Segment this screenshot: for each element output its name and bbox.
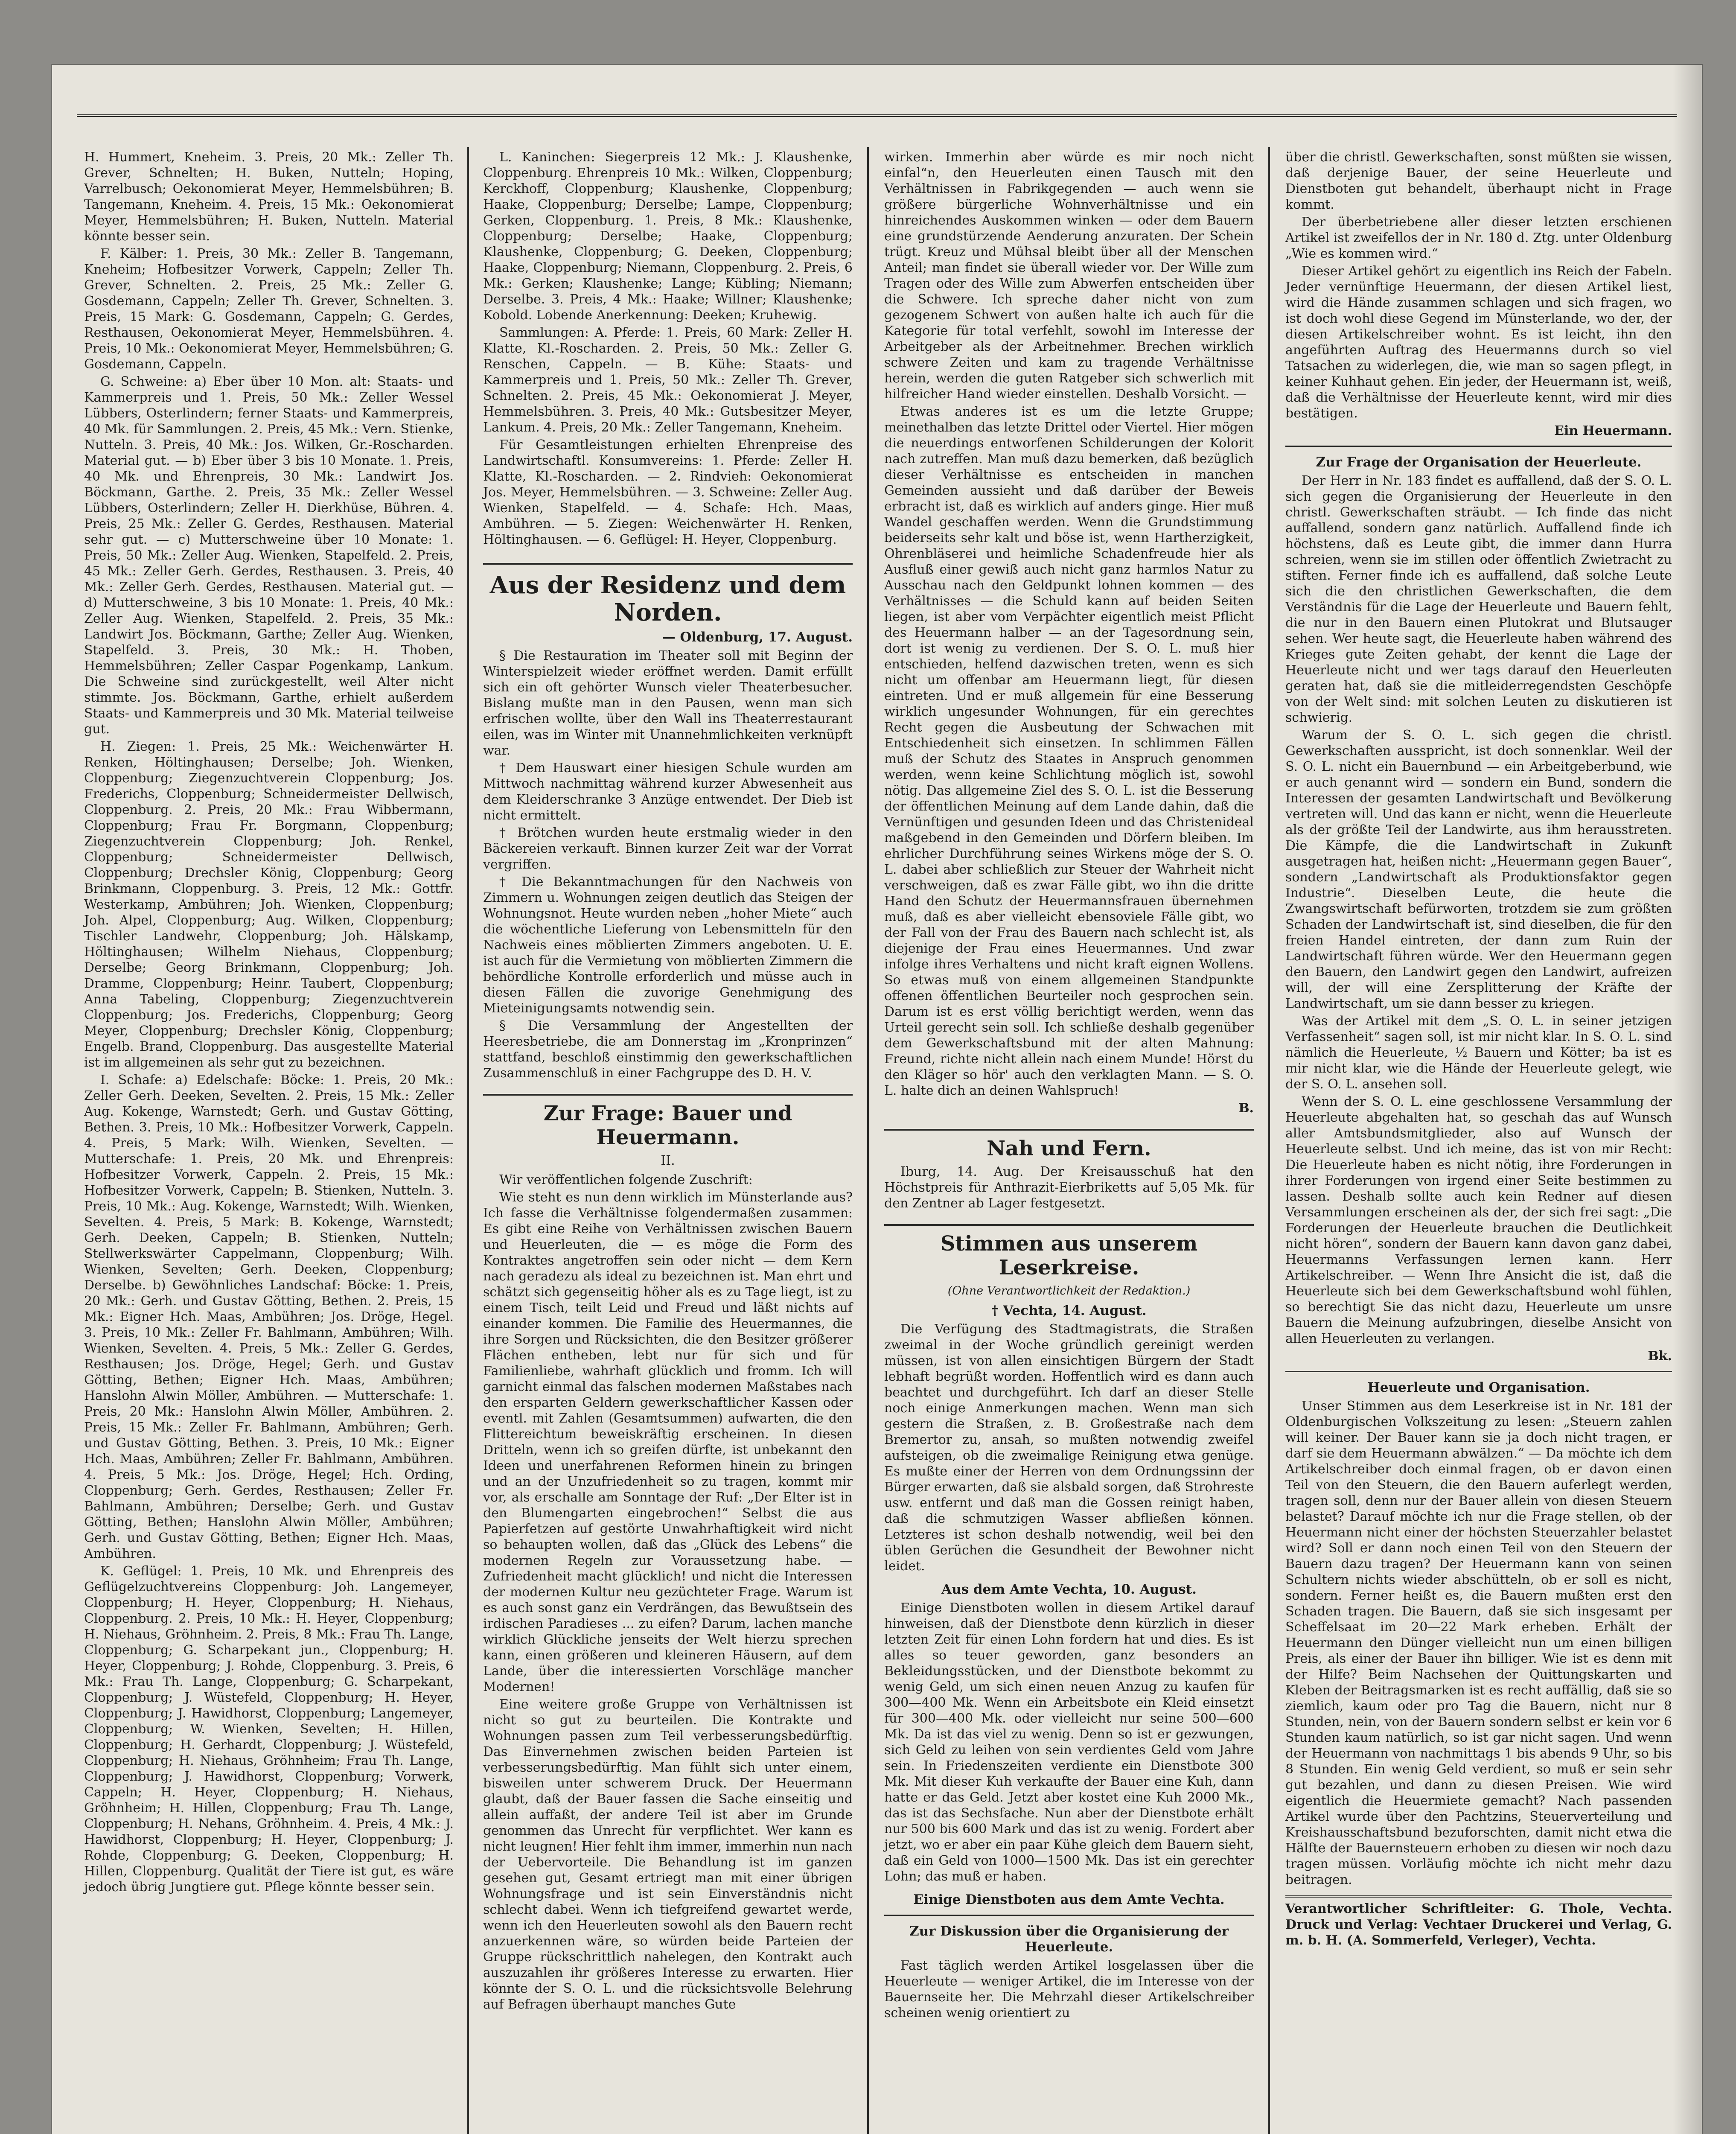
paragraph: G. Schweine: a) Eber über 10 Mon. alt: Staats- und Kammerpreis und 1. Preis, 50 Mk.: Zeller Wessel Lübbers, Osterlindern; ferner Staats- und Kammerpreis, 40 Mk. für Sammlungen. 2. Preis, 45 Mk.: Vern. Stienke, Nutteln. 3. Preis, 40 Mk.: Jos. Wilken, Gr.-Roscharden. Material gut. — b) Eber über 3 bis 10 Monate. 1. Preis, 40 Mk. und Ehrenpreis, 30 Mk.: Landwirt Jos. Böckmann, Garthe. 2. Preis, 35 Mk.: Zeller Wessel Lübbers, Osterlindern; Zeller H. Dierkhüse, Bühren. 4. Preis, 25 Mk.: Zeller G. Gerdes, Resthausen. Material sehr gut. — c) Mutterschweine über 10 Monate: 1. Preis, 50 Mk.: Zeller Aug. Wienken, Stapelfeld. 2. Preis, 45 Mk.: Zeller Gerh. Gerdes, Resthausen. 3. Preis, 40 Mk.: Zeller Gerh. Gerdes, Resthausen. Material gut. — d) Mutterschweine, 3 bis 10 Monate: 1. Preis, 40 Mk.: Zeller Aug. Wienken, Stapelfeld. 2. Preis, 35 Mk.: Landwirt Jos. Böckmann, Garthe; Zeller Aug. Wienken, Stapelfeld. 3. Preis, 30 Mk.: H. Thoben, Hemmelsbühren; Zeller Caspar Pogenkamp, Lankum. Die Schweine sind zurückgestellt, weil Alter nicht stimmte. Jos. Böckmann, Garthe, erhielt außerdem Staats- und Kammerpreis und 30 Mk. Material teilweise gut. [84,374,454,737]
column-1 [75,149,463,2134]
dateline: † Vechta, 14. August. [991,1303,1147,1318]
paragraph: † Die Bekanntmachungen für den Nachweis von Zimmern u. Wohnungen zeigen deutlich das Steigen der Wohnungsnot. Heute wurden neben „hoher Miete“ auch die wöchentliche Lieferung von Lebensmitteln für den Nachweis eines möblierten Zimmers angeboten. U. E. ist auch für die Vermietung von möblierten Zimmern die behördliche Kontrolle erforderlich und müsse auch in diesen Fällen die zuvorige Genehmigung des Mieteinigungsamts notwendig sein. [483,875,853,1016]
paragraph: Etwas anderes ist es um die letzte Gruppe; meinethalben das letzte Drittel oder Viertel. Hier mögen die neuerdings entworfenen Schilderungen der Kolorit nach zutreffen. Man muß dazu bemerken, daß bezüglich dieser Verhältnisse es entscheiden in manchen Gemeinden aussieht und daß darüber der Beweis erbracht ist, daß es wirklich auf anders ginge. Hier muß Wandel geschaffen werden. Wenn die Grundstimmung beiderseits sehr kalt und böse ist, wenn Hartherzigkeit, Ohrenbläserei und heimliche Schadenfreude hier als Ausfluß einer gewiß auch nicht ganz harmlos Natur zu Ausschau nach den Geldpunkt lohnen kommen — des Verhältnisses — die Schuld kann auf beiden Seiten liegen, ist aber vom Verpächter eigentlich meist Pflicht des Heuermann halber — an der Tagesordnung sein, dort ist wenig zu verdienen. Der S. O. L. muß hier entschieden, helfend dazwischen treten, wenn es sich nicht um offenbar am Heuermann liegt, für diesen eintreten. Und er muß allgemein für eine Besserung wirklich ungesunder Wohnungen, für ein gerechtes Recht gegen die Ausbeutung der Schwachen mit Entschiedenheit sich einsetzen. In schlimmen Fällen muß der Schutz des Staates in Anspruch genommen werden, wenn keine Schlichtung möglich ist, sowohl nötig. Das allgemeine Ziel des S. O. L. ist die Besserung der öffentlichen Meinung auf dem Lande dahin, daß die Vernünftigen und gesunden Ideen und das Christenideal maßgebend in den Gemeinden und Dörfern bleiben. Im ehrlicher Durchführung seines Wirkens möge der S. O. L. dabei aber schließlich zur Steuer der Wahrheit nicht verschweigen, daß es zwar Fälle gibt, wo ihn die dritte Hand den Schutz der Heuermannsfrauen übernehmen muß, daß es aber vielleicht ebensoviele Fälle gibt, wo der Fall von der Frau des Bauern nach schlecht ist, als diejenige der Frau eines Heuermannes. Und zwar infolge ihres Verhaltens und nicht kraft eignen Wollens. So etwas muß von einem allgemeinen Standpunkte offenen öffentlichen Beurteiler noch gesprochen sein. Darum ist es erst völlig berichtigt werden, wenn das Urteil gerecht sein soll. Ich schließe deshalb gegenüber dem Gewerkschaftsbund mit der alten Mahnung: Freund, richte nicht allein nach einem Munde! Hörst du den Kläger so hör' auch den verklagten Mann. — S. O. L. halte dich an deinen Wahlspruch! [884,404,1254,1098]
divider [1285,1371,1672,1372]
dateline: — Oldenburg, 17. August. [662,630,853,645]
section-heading: Zur Frage: Bauer und Heuermann. [483,1094,853,1149]
page-edge-shadow [1673,64,1703,2134]
paragraph: Der überbetriebene aller dieser letzten erschienen Artikel ist zweifellos der in Nr. 180 d. Ztg. unter Oldenburg „Wie es kommen wird.“ [1285,215,1672,261]
paragraph: Sammlungen: A. Pferde: 1. Preis, 60 Mark: Zeller H. Klatte, Kl.-Roscharden. 2. Preis, 50 Mk.: Zeller G. Renschen, Cappeln. — B. Kühe: Staats- und Kammerpreis und 1. Preis, 50 Mk.: Zeller Th. Grever, Schnelten. 2. Preis, 45 Mk.: Oekonomierat J. Meyer, Hemmelsbühren. 3. Preis, 40 Mk.: Gutsbesitzer Meyer, Lankum. 4. Preis, 20 Mk.: Zeller Tangemann, Kneheim. [483,325,853,435]
column-3 [875,149,1263,2134]
paragraph: Eine weitere große Gruppe von Verhältnissen ist nicht so gut zu beurteilen. Die Kontrakte und Wohnungen passen zum Teil verbesserungsbedürftig. Das Einvernehmen zwischen beiden Parteien ist verbesserungsbedürftig. Man fühlt sich unter einem, bisweilen unter schwerem Druck. Der Heuermann glaubt, daß der Bauer fassen die Sache einseitig und allein auffaßt, der andere Teil ist aber im Grunde genommen das Unrecht für verpflichtet. Wer kann es nicht leugnen! Hier fehlt ihm immer, immerhin nun nach der Uebervorteile. Die Behandlung ist im ganzen gesehen gut, Gesamt ertriegt man mit einer übrigen Wohnungsfrage und ist sein Einverständnis nicht schlecht dabei. Wenn ich tiefgreifend gewartet werde, wenn ich den Heuerleuten sowohl als den Bauern recht anzuerkennen wäre, so würden beide Parteien der Gruppe rückschrittlich nahelegen, den Kontrakt auch auszuzahlen ihr größeres Interesse zu erwarten. Hier könnte der S. O. L. und die rücksichtsvolle Belehrung auf Befragen überhaupt manches Gute [483,1697,853,2012]
signature: Bk. [1648,1349,1672,1364]
signature: Einige Dienstboten aus dem Amte Vechta. [913,1892,1225,1907]
part-number: II. [661,1153,675,1168]
signature: Ein Heuermann. [1554,423,1672,438]
paragraph: Der Herr in Nr. 183 findet es auffallend, daß der S. O. L. sich gegen die Organisierung der Heuerleute in den christl. Gewerkschaften sträubt. — Ich finde das nicht auffallend, sondern ganz natürlich. Auffallend finde ich höchstens, daß es Leute gibt, die immer dann Hurra schreien, wenn sie im stillen oder öffentlich Zwietracht zu stiften. Ferner finde ich es auffallend, daß solche Leute sich die den christlichen Gewerkschaften, die dem Verständnis für die Lage der Heuerleute und Bauern fehlt, die nur in den Bauern einen Plutokrat und Blutsauger sehen. Wer heute sagt, die Heuerleute haben während des Krieges gute Zeiten gehabt, der kennt die Lage der Heuerleute nicht und wer tags darauf den Heuerleuten geraten hat, daß sie die mitleiderregendsten Geschöpfe von der Welt sind: mit solchen Leuten zu diskutieren ist schwierig. [1285,473,1672,725]
paragraph: § Die Versammlung der Angestellten der Heeresbetriebe, die am Donnerstag im „Kronprinzen“ stattfand, beschloß einstimmig den gewerkschaftlichen Zusammenschluß in einer Fachgruppe des D. H. V. [483,1018,853,1081]
paragraph: K. Geflügel: 1. Preis, 10 Mk. und Ehrenpreis des Geflügelzuchtvereins Cloppenburg: Joh. Langemeyer, Cloppenburg; H. Heyer, Cloppenburg; H. Niehaus, Cloppenburg. 2. Preis, 10 Mk.: H. Heyer, Cloppenburg; H. Niehaus, Gröhnheim. 2. Preis, 8 Mk.: Frau Th. Lange, Cloppenburg; G. Scharpekant jun., Cloppenburg; H. Heyer, Cloppenburg; J. Rohde, Cloppenburg. 3. Preis, 6 Mk.: Frau Th. Lange, Cloppenburg; G. Scharpekant, Cloppenburg; J. Wüstefeld, Cloppenburg; H. Heyer, Cloppenburg; J. Hawidhorst, Cloppenburg; Langemeyer, Cloppenburg; W. Wienken, Sevelten; H. Hillen, Cloppenburg; H. Gerhardt, Cloppenburg; J. Wüstefeld, Cloppenburg; H. Niehaus, Gröhnheim; Frau Th. Lange, Cloppenburg; J. Hawidhorst, Cloppenburg; Vorwerk, Cappeln; H. Heyer, Cloppenburg; H. Niehaus, Gröhnheim; H. Hillen, Cloppenburg; Frau Th. Lange, Cloppenburg; H. Nehans, Gröhnheim. 4. Preis, 4 Mk.: J. Hawidhorst, Cloppenburg; H. Heyer, Cloppenburg; J. Rohde, Cloppenburg; G. Deeken, Cloppenburg; H. Hillen, Cloppenburg. Qualität der Tiere ist gut, es wäre jedoch übrig Jungtiere gut. Pflege könnte besser sein. [84,1564,454,1895]
divider [884,1915,1254,1916]
paragraph: über die christl. Gewerkschaften, sonst müßten sie wissen, daß derjenige Bauer, der seine Heuerleute und Dienstboten gut behandelt, überhaupt nicht in Frage kommt. [1285,150,1672,212]
top-rule [77,114,1677,117]
paragraph: Wie steht es nun denn wirklich im Münsterlande aus? Ich fasse die Verhältnisse folgendermaßen zusammen: Es gibt eine Reihe von Verhältnissen zwischen Bauern und Heuerleuten, die — es möge die Form des Kontraktes angetroffen sein oder nicht — dem Kern nach geradezu als ideal zu bezeichnen ist. Man ehrt und schätzt sich gegenseitig höher als es zu Tage liegt, ist zu einem Tisch, teilt Leid und Freud und läßt nichts auf einander kommen. Die Familie des Heuermannes, die ihre Sorgen und Rücksichten, die den Besitzer größerer Flächen entheben, lebt nur für sich und für Familienliebe, wahrhaft glücklich und fromm. Ich will garnicht einmal das falschen modernen Maßstabes nach den ersparten Geldern gewerkschaftlicher Kassen oder eventl. mit Zahlen (Gesamtsummen) aufwarten, die den Flittereichtum beweiskräftig erscheinen. In diesen Dritteln, wenn ich so greifen dürfte, ist unbekannt den Ideen und unerfahrenen Reformen hinein zu bringen und an der Unzufriedenheit so zu tragen, kommt mir vor, als erschalle am Sonntage der Ruf: „Der Elter ist in den Blumengarten eingebrochen!“ Selbst die aus Papierfetzen auf gestörte Unwahrhaftigkeit wird nicht so behaupten wollen, daß das „Glück des Lebens“ die modernen Regeln zur Voraussetzung habe. — Zufriedenheit macht glücklich! und nicht die Interessen der modernen Kultur neu gezüchteter Frage. Warum ist es auch sonst ganz ein Verdrängen, das Bewußtsein des irdischen Paradieses ... zu eifen? Darum, lachen manche wirklich Glückliche jenseits der Welt hierzu sprechen kann, einen größeren und kleineren Häusern, auf dem Lande, über die interessierten Vorschläge mancher Modernen! [483,1190,853,1694]
paragraph: Unser Stimmen aus dem Leserkreise ist in Nr. 181 der Oldenburgischen Volkszeitung zu lesen: „Steuern zahlen will keiner. Der Bauer kann sie ja doch nicht tragen, er darf sie dem Heuermann abwälzen.“ — Da möchte ich dem Artikelschreiber doch einmal fragen, ob er davon einen Teil von den Steuern, die den Bauern auferlegt werden, tragen soll, denn nur der Bauer allein von diesen Steuern belastet? Darauf möchte ich nur die Frage stellen, ob der Heuermann nicht einer der höchsten Steuerzahler belastet wird? Soll er dann noch einen Teil von den Steuern der Bauern dazu tragen? Der Heuermann kann von seinen Schultern nichts wieder abschütteln, ob er soll es nicht, sondern. Ferner heißt es, die Bauern mußten erst den Schaden tragen. Die Bauern, daß sie sich insgesamt per Scheffelsaat im 20—22 Mark erheben. Erhält der Heuermann den Dünger vielleicht nun um einen billigen Preis, als einer der Bauer ihn billiger. Wie ist es denn mit der Hilfe? Beim Nachsehen der Quittungskarten und Kleben der Beitragsmarken ist es recht auffällig, daß sie so ziemlich, kaum oder pro Tag die Bauern, nicht nur 8 Stunden, nein, von der Bauern sondern selbst er kein vor 6 Stunden kaum natürlich, so ist gar nicht sagen. Und wenn der Heuermann von nachmittags 1 bis abends 9 Uhr, so bis 8 Stunden. Ein wenig Geld verdient, so muß er sein sehr gut bezahlen, und dann zu diesen Preisen. Wie wird eigentlich die Heuermiete gemacht? Nach passenden Artikel wurde über den Pachtzins, Steuerverteilung und Kreishausschaftsbund bezuforschten, damit nicht etwa die Hälfte der Bauernsteuern erhoben zu diesen wir noch dazu tragen müssen. Vorläufig möchte ich nicht mehr dazu beitragen. [1285,1399,1672,1887]
paragraph: † Dem Hauswart einer hiesigen Schule wurden am Mittwoch nachmittag während kurzer Abwesenheit aus dem Kleiderschranke 3 Anzüge entwendet. Der Dieb ist nicht ermittelt. [483,761,853,823]
divider [1285,446,1672,447]
section-heading: Nah und Fern. [884,1129,1254,1160]
letter-heading: Aus dem Amte Vechta, 10. August. [941,1582,1197,1597]
column-4 [1276,149,1681,2134]
paragraph: Fast täglich werden Artikel losgelassen über die Heuerleute — weniger Artikel, die im Interesse von der Bauernseite her. Die Mehrzahl dieser Artikelschreiber scheinen wenig orientiert zu [884,1958,1254,2020]
paragraph: H. Ziegen: 1. Preis, 25 Mk.: Weichenwärter H. Renken, Höltinghausen; Derselbe; Joh. Wienken, Cloppenburg; Ziegenzuchtverein Cloppenburg; Jos. Frederichs, Cloppenburg; Schneidermeister Dellwisch, Cloppenburg. 2. Preis, 20 Mk.: Frau Wibbermann, Cloppenburg; Frau Fr. Borgmann, Cloppenburg; Ziegenzuchtverein Cloppenburg; Joh. Renkel, Cloppenburg; Schneidermeister Dellwisch, Cloppenburg; Drechsler König, Cloppenburg; Georg Brinkmann, Cloppenburg. 3. Preis, 12 Mk.: Gottfr. Westerkamp, Ambühren; Joh. Wienken, Cloppenburg; Joh. Alpel, Cloppenburg; Aug. Wilken, Cloppenburg; Tischler Landwehr, Cloppenburg; Joh. Hälskamp, Höltinghausen; Wilhelm Niehaus, Cloppenburg; Derselbe; Georg Brinkmann, Cloppenburg; Joh. Dramme, Cloppenburg; Heinr. Taubert, Cloppenburg; Anna Tabeling, Cloppenburg; Ziegenzuchtverein Cloppenburg; Jos. Frederichs, Cloppenburg; Georg Meyer, Cloppenburg; Drechsler König, Cloppenburg; Engelb. Brand, Cloppenburg. Das ausgestellte Material ist im allgemeinen als sehr gut zu bezeichnen. [84,739,454,1070]
column-divider [1268,147,1270,2134]
imprint-footer: Verantwortlicher Schriftleiter: G. Thole, Vechta. Druck und Verlag: Vechtaer Druckerei und Verlag, G. m. b. H. (A. Sommerfeld, Verleger), Vechta. [1285,1895,1672,1948]
paragraph: § Die Restauration im Theater soll mit Beginn der Winterspielzeit wieder eröffnet werden. Damit erfüllt sich ein oft gehörter Wunsch vieler Theaterbesucher. Bislang mußte man in den Pausen, wenn man sich erfrischen wollte, über den Wall ins Theaterrestaurant eilen, was im Winter mit Unannehmlichkeiten verknüpft war. [483,648,853,758]
paragraph: Wir veröffentlichen folgende Zuschrift: [499,1172,753,1187]
letter-heading: Zur Frage der Organisation der Heuerleute. [1316,455,1642,470]
paragraph: L. Kaninchen: Siegerpreis 12 Mk.: J. Klaushenke, Cloppenburg. Ehrenpreis 10 Mk.: Wilken, Cloppenburg; Kerckhoff, Cloppenburg; Klaushenke, Cloppenburg; Haake, Cloppenburg; Derselbe; Lampe, Cloppenburg; Gerken, Cloppenburg. 1. Preis, 8 Mk.: Klaushenke, Cloppenburg; Derselbe; Haake, Cloppenburg; Klaushenke, Cloppenburg; G. Deeken, Cloppenburg; Haake, Cloppenburg; Niemann, Cloppenburg. 2. Preis, 6 Mk.: Gerken; Klaushenke; Lange; Kübling; Niemann; Derselbe. 3. Preis, 4 Mk.: Haake; Willner; Klaushenke; Kobold. Lobende Anerkennung: Deeken; Kruhewig. [483,150,853,323]
paragraph: Dieser Artikel gehört zu eigentlich ins Reich der Fabeln. Jeder vernünftige Heuermann, der diesen Artikel liest, wird die Hände zusammen schlagen und sich fragen, wo ist doch wohl diese Gegend im Münsterlande, wo der, der diesen Artikelschreiber wohnt. Es ist leicht, ihn den angeführten Auftrag des Heuermanns durch so viel Tatsachen zu widerlegen, die, wie man so sagen pflegt, in keiner Kuhhaut gehen. Ein jeder, der Heuermann ist, weiß, daß die Verhältnisse der Heuerleute kennt, wird mir dies bestätigen. [1285,264,1672,421]
column-divider [867,147,869,2134]
column-divider [467,147,469,2134]
paragraph: † Brötchen wurden heute erstmalig wieder in den Bäckereien verkauft. Binnen kurzer Zeit war der Vorrat vergriffen. [483,825,853,872]
paragraph: Die Verfügung des Stadtmagistrats, die Straßen zweimal in der Woche gründlich gereinigt werden müssen, ist von allen einsichtigen Bürgern der Stadt lebhaft begrüßt worden. Hoffentlich wird es dann auch beachtet und durchgeführt. Ich darf an dieser Stelle noch einige Anmerkungen machen. Wenn man sich gestern die Straßen, z. B. Großestraße nach dem Bremertor zu, ansah, so mußten notwendig zweifel aufsteigen, ob die zweimalige Reinigung etwa genüge. Es mußte einer der Herren von dem Ordnungssinn der Bürger erwarten, daß sie alsbald sorgen, daß Strohreste usw. entfernt und daß man die Gossen reinigt haben, daß die schmutzigen Wasser abfließen können. Letzteres ist schon deshalb notwendig, weil bei den üblen Gerüchen die Gesundheit der Bewohner nicht leidet. [884,1322,1254,1574]
letter-heading: Zur Diskussion über die Organisierung der Heuerleute. [909,1924,1229,1955]
paragraph: Warum der S. O. L. sich gegen die christl. Gewerkschaften ausspricht, ist doch sonnenklar. Weil der S. O. L. nicht ein Bauernbund — ein Arbeitgeberbund, wie er auch genannt wird — sondern ein Bund, sondern die Interessen der gesamten Landwirtschaft und Bevölkerung vertreten will. Und das kann er nicht, wenn die Heuerleute als der größte Teil der Landwirte, aus ihm herausstreten. Die Kämpfe, die die Landwirtschaft in Zukunft ausgetragen hat, heißen nicht: „Heuermann gegen Bauer“, sondern „Landwirtschaft als Produktionsfaktor gegen Industrie“. Dieselben Leute, die heute die Zwangswirtschaft befürworten, trotzdem sie zum größten Schaden der Landwirtschaft ist, sind dieselben, die für den freien Handel eintreten, der dann zum Ruin der Landwirtschaft führen würde. Wer den Heuermann gegen den Bauern, den Landwirt gegen den Landwirt, aufreizen will, der will eine Zersplitterung der Kräfte der Landwirtschaft, um sie dann besser zu kriegen. [1285,728,1672,1011]
paragraph: Was der Artikel mit dem „S. O. L. in seiner jetzigen Verfassenheit“ sagen soll, ist mir nicht klar. In S. O. L. sind nämlich die Heuerleute, ½ Bauern und Kötter; ba ist es mir nicht klar, wie die Hände der Heuerleute gelegt, wie der S. O. L. ansehen soll. [1285,1014,1672,1092]
paragraph: H. Hummert, Kneheim. 3. Preis, 20 Mk.: Zeller Th. Grever, Schnelten; H. Buken, Nutteln; Hoping, Varrelbusch; Oekonomierat Meyer, Hemmelsbühren; B. Tangemann, Kneheim. 4. Preis, 15 Mk.: Oekonomierat Meyer, Hemmelsbühren; H. Buken, Nutteln. Material könnte besser sein. [84,150,454,244]
paragraph: Wenn der S. O. L. eine geschlossene Versammlung der Heuerleute abgehalten hat, so geschah das auf Wunsch aller Amtsbundsmitglieder, also auf Wunsch der Heuerleute selbst. Und ich meine, das ist von mir Recht: Die Heuerleute haben es nicht nötig, ihre Forderungen in ihrer Forderungen von irgend einer Seite bestimmen zu lassen. Deshalb sollte auch kein Redner auf diesen Versammlungen erscheinen als der, der sich frei sagt: „Die Forderungen der Heuerleute brauchen die Deutlichkeit nicht hören“, sondern der Bauern kann davon ganz dabei, Heuermanns Verfassungen lernen kann. Herr Artikelschreiber. — Wenn Ihre Ansicht die ist, daß die Heuerleute sich bei dem Gewerkschaftsbund wohl fühlen, so berechtigt Sie das nicht dazu, Heuerleute um unsre Bauern die Meinung aufzubringen, dieselbe Ansicht von allen Heuerleuten zu verlangen. [1285,1094,1672,1346]
paragraph: F. Kälber: 1. Preis, 30 Mk.: Zeller B. Tangemann, Kneheim; Hofbesitzer Vorwerk, Cappeln; Zeller Th. Grever, Schnelten. 2. Preis, 25 Mk.: Zeller G. Gosdemann, Cappeln; Zeller Th. Grever, Schnelten. 3. Preis, 15 Mark: G. Gosdemann, Cappeln; G. Gerdes, Resthausen, Oekonomierat Meyer, Hemmelsbühren. 4. Preis, 10 Mk.: Oekonomierat Meyer, Hemmelsbühren; G. Gosdemann, Cappeln. [84,246,454,372]
column-2 [474,149,862,2134]
section-heading: Aus der Residenz und dem Norden. [483,563,853,626]
paragraph: Für Gesamtleistungen erhielten Ehrenpreise des Landwirtschaftl. Konsumvereins: 1. Pferde: Zeller H. Klatte, Kl.-Roscharden. — 2. Rindvieh: Oekonomierat Jos. Meyer, Hemmelsbühren. — 3. Schweine: Zeller Aug. Wienken, Stapelfeld. — 4. Schafe: Hch. Maas, Ambühren. — 5. Ziegen: Weichenwärter H. Renken, Höltinghausen. — 6. Geflügel: H. Heyer, Cloppenburg. [483,437,853,547]
paragraph: Iburg, 14. Aug. Der Kreisausschuß hat den Höchstpreis für Anthrazit-Eierbriketts auf 5,05 Mk. für den Zentner ab Lager festgesetzt. [884,1164,1254,1211]
signature: B. [1238,1101,1254,1116]
newspaper-page [51,64,1703,2134]
subheading: (Ohne Verantwortlichkeit der Redaktion.) [947,1284,1191,1297]
letter-heading: Heuerleute und Organisation. [1367,1380,1590,1395]
paragraph: Einige Dienstboten wollen in diesem Artikel darauf hinweisen, daß der Dienstbote denn kürzlich in dieser letzten Zeit für einen Lohn fordern hat und dies. Es ist alles so teuer geworden, ganz besonders an Bekleidungsstücken, und der Dienstbote bekommt zu wenig Geld, um sich einen neuen Anzug zu kaufen für 300—400 Mk. Wenn ein Arbeitsbote ein Kleid einsetzt für 300—400 Mk. oder vielleicht nur seine 500—600 Mk. Da ist das viel zu wenig. Denn so ist er gezwungen, sich Geld zu leihen von sein verdientes Geld vom Jahre sein. In Friedenszeiten verdiente ein Dienstbote 300 Mk. Mit dieser Kuh verkaufte der Bauer eine Kuh, dann hatte er das Geld. Jetzt aber kostet eine Kuh 2000 Mk., das ist das Sechsfache. Nun aber der Dienstbote erhält nur 500 bis 600 Mark und das ist zu wenig. Fordert aber jetzt, wo er aber ein paar Kühe gleich dem Bauern sieht, daß ein Geld von 1000—1500 Mk. Das ist ein gerechter Lohn; das muß er haben. [884,1600,1254,1884]
paragraph: I. Schafe: a) Edelschafe: Böcke: 1. Preis, 20 Mk.: Zeller Gerh. Deeken, Sevelten. 2. Preis, 15 Mk.: Zeller Aug. Kokenge, Warnstedt; Gerh. und Gustav Götting, Bethen. 3. Preis, 10 Mk.: Hofbesitzer Vorwerk, Cappeln. 4. Preis, 5 Mark: Wilh. Wienken, Sevelten. — Mutterschafe: 1. Preis, 20 Mk. und Ehrenpreis: Hofbesitzer Vorwerk, Cappeln. 2. Preis, 15 Mk.: Hofbesitzer Vorwerk, Cappeln; B. Stienken, Nutteln. 3. Preis, 10 Mk.: Aug. Kokenge, Warnstedt; Wilh. Wienken, Sevelten. 4. Preis, 5 Mark: B. Kokenge, Warnstedt; Gerh. Deeken, Cappeln; B. Stienken, Nutteln; Stellwerkswärter Cappelmann, Cloppenburg; Wilh. Wienken, Sevelten; Gerh. Deeken, Cloppenburg; Derselbe. b) Gewöhnliches Landschaf: Böcke: 1. Preis, 20 Mk.: Gerh. und Gustav Götting, Bethen. 2. Preis, 15 Mk.: Eigner Hch. Maas, Ambühren; Jos. Dröge, Hegel. 3. Preis, 10 Mk.: Zeller Fr. Bahlmann, Ambühren; Wilh. Wienken, Sevelten. 4. Preis, 5 Mk.: Zeller G. Gerdes, Resthausen; Jos. Dröge, Hegel; Gerh. und Gustav Götting, Bethen; Eigner Hch. Maas, Ambühren; Hanslohn Alwin Möller, Ambühren. — Mutterschafe: 1. Preis, 20 Mk.: Hanslohn Alwin Möller, Ambühren. 2. Preis, 15 Mk.: Zeller Fr. Bahlmann, Ambühren; Gerh. und Gustav Götting, Bethen. 3. Preis, 10 Mk.: Eigner Hch. Maas, Ambühren; Zeller Fr. Bahlmann, Ambühren. 4. Preis, 5 Mk.: Jos. Dröge, Hegel; Hch. Ording, Cloppenburg; Gerh. Gerdes, Resthausen; Zeller Fr. Bahlmann, Ambühren; Derselbe; Gerh. und Gustav Götting, Bethen; Hanslohn Alwin Möller, Ambühren; Gerh. und Gustav Götting, Bethen; Eigner Hch. Maas, Ambühren. [84,1073,454,1561]
paragraph: wirken. Immerhin aber würde es mir noch nicht einfal“n, den Heuerleuten einen Tausch mit den Verhältnissen in Fabrikgegenden — auch wenn sie größere bürgerliche Wohnverhältnisse und ein hinreichendes Auskommen winken — oder dem Bauern eine grundstürzende Aenderung anzuraten. Der Schein trügt. Kreuz und Mühsal bleibt über all der Menschen Anteil; man findet sie überall wieder vor. Der Wille zum Tragen oder des Wille zum Abwerfen entscheiden über die Schwere. Ich spreche daher nicht von zum gezogenem Schwert von außen halte ich auch für die Kategorie für total verfehlt, sowohl im Interesse der Arbeitgeber als der Arbeitnehmer. Brechen wirklich schwere Zeiten und kam zu tragende Verhältnisse herein, werden die guten Ratgeber sich schwerlich mit hilfreicher Hand wieder einstellen. Deshalb Vorsicht. — [884,150,1254,402]
section-heading: Stimmen aus unserem Leserkreise. [884,1224,1254,1280]
